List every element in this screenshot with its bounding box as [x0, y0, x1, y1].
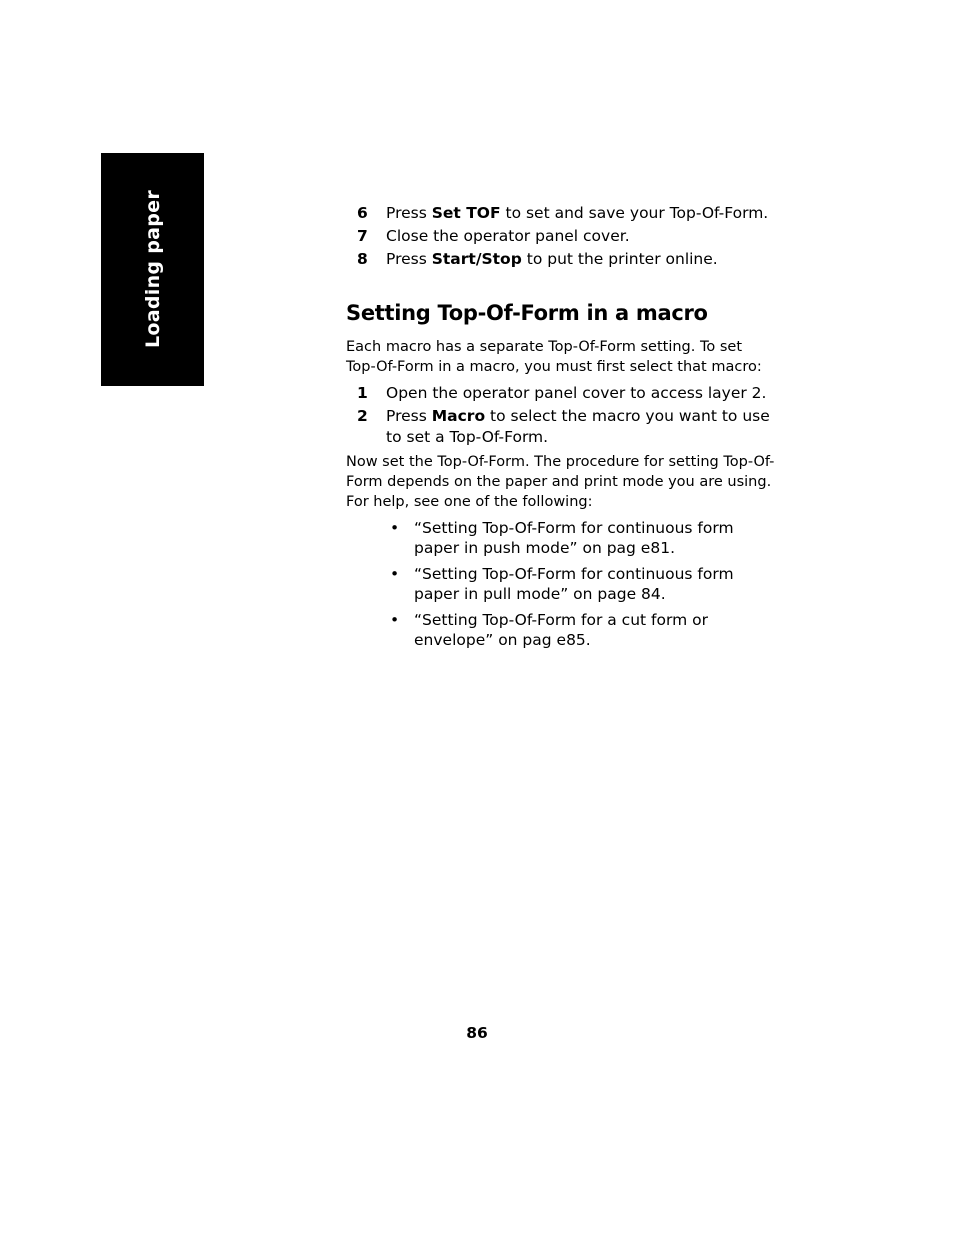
step-text: Press [386, 250, 432, 268]
reference-text: “Setting Top-Of-Form for continuous form paper in push mode” on pag e81. [414, 519, 734, 557]
step-number: 7 [357, 227, 368, 245]
step-text: to select the macro you want to use to set a Top-Of-Form. [386, 407, 770, 446]
step-text: to put the printer online. [521, 250, 718, 268]
list-item [390, 610, 776, 650]
step-keyword: Set TOF [431, 204, 501, 222]
step-number: 8 [357, 250, 368, 268]
intro-paragraph: Each macro has a separate Top-Of-Form setting. To set Top-Of-Form in a macro, you must first select that macro: [346, 339, 762, 375]
side-tab-label: Loading paper [142, 189, 164, 349]
step-item [346, 249, 776, 270]
step-number: 6 [357, 204, 368, 222]
step-text: Press [386, 407, 432, 425]
reference-list [346, 518, 776, 650]
step-text: Close the operator panel cover. [386, 227, 630, 245]
step-text: Press [386, 204, 432, 222]
step-keyword: Start/Stop [431, 250, 522, 268]
followup-paragraph: Now set the Top-Of-Form. The procedure for setting Top-Of-Form depends on the paper and print mode you are using. For help, see one of the following: [346, 454, 775, 510]
step-text: to set and save your Top-Of-Form. [500, 204, 769, 222]
step-number: 1 [357, 384, 368, 402]
list-item [390, 564, 776, 604]
bullet-icon: • [390, 519, 400, 537]
reference-text: “Setting Top-Of-Form for a cut form or envelope” on pag e85. [414, 611, 708, 649]
page-number: 86 [466, 1024, 488, 1042]
side-tab [101, 153, 204, 386]
step-item [346, 203, 776, 224]
list-item [390, 518, 776, 558]
section-heading: Setting Top-Of-Form in a macro [346, 301, 708, 325]
step-item [346, 226, 776, 247]
bullet-icon: • [390, 611, 400, 629]
reference-text: “Setting Top-Of-Form for continuous form paper in pull mode” on page 84. [414, 565, 734, 603]
step-keyword: Macro [431, 407, 486, 425]
bullet-icon: • [390, 565, 400, 583]
step-text: Open the operator panel cover to access layer 2. [386, 384, 767, 402]
step-item [346, 383, 776, 404]
page-content [346, 203, 776, 656]
step-item [346, 406, 776, 448]
step-number: 2 [357, 407, 368, 425]
